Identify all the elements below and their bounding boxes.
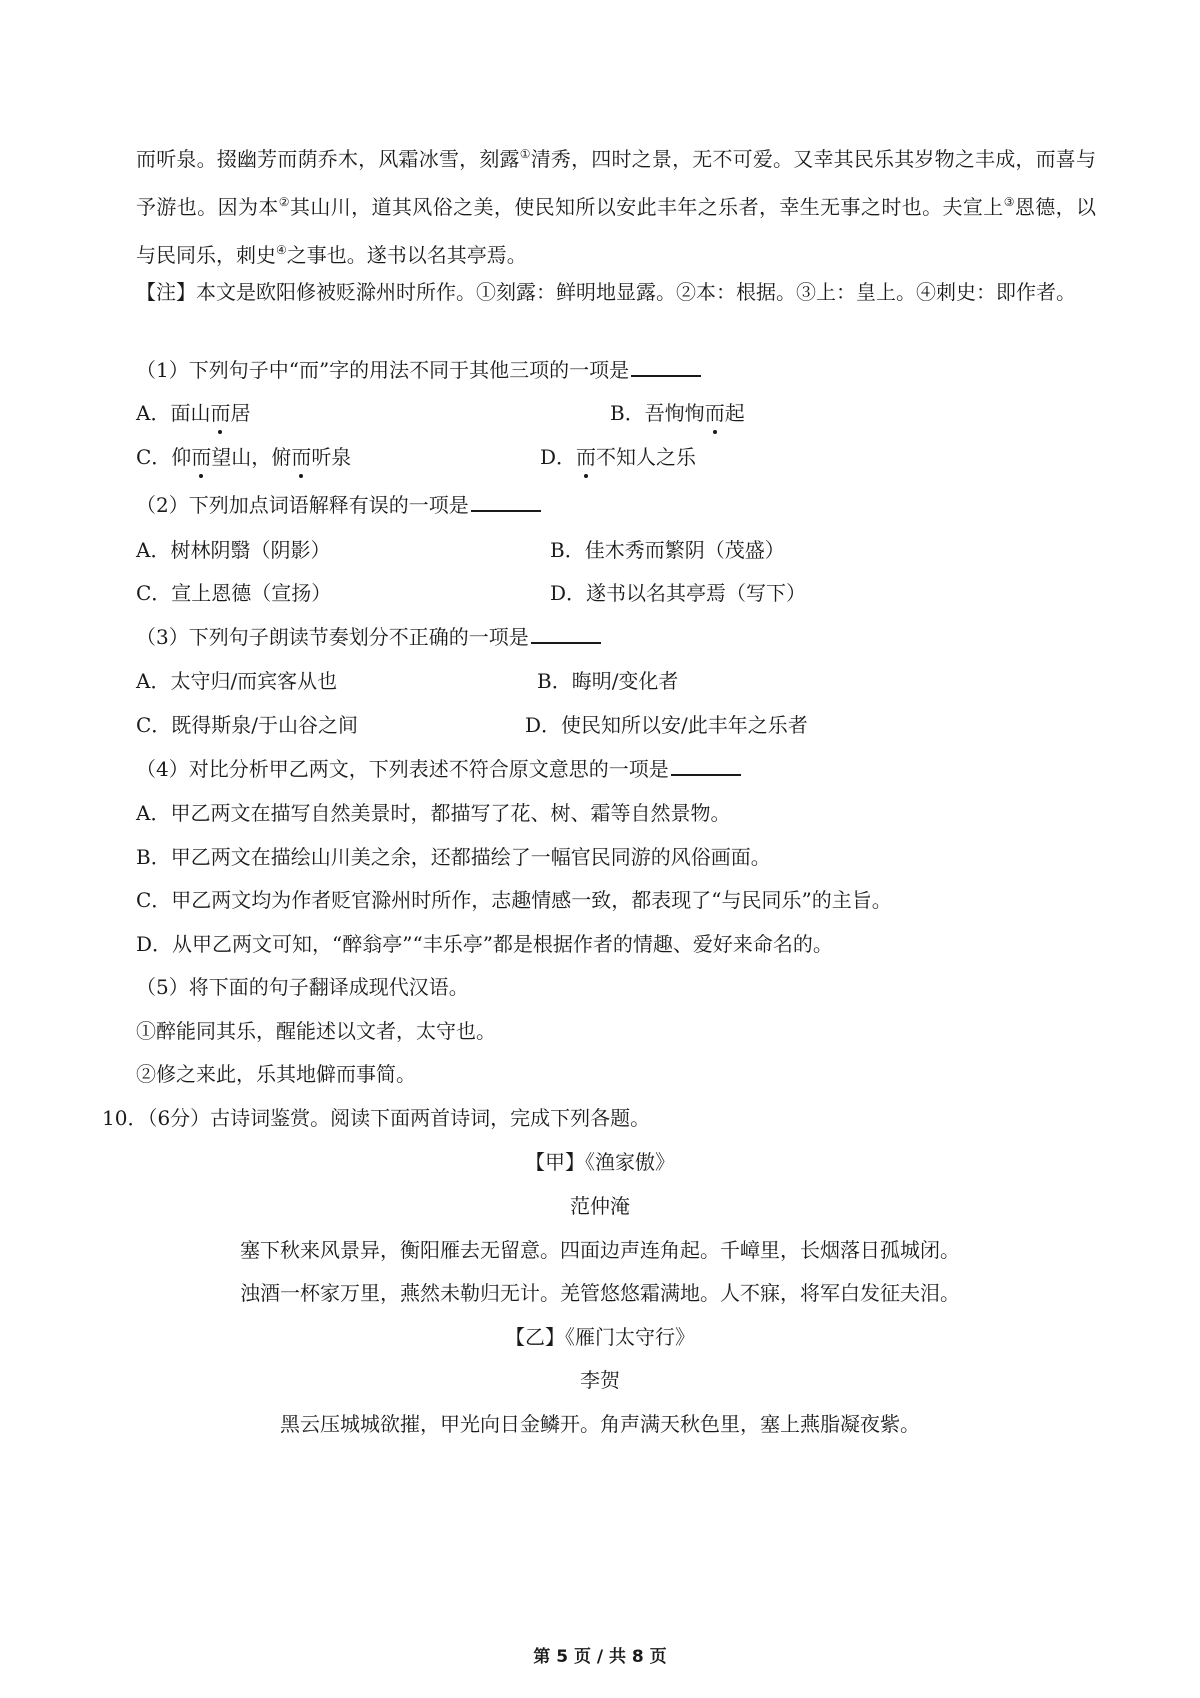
emphasis-dot-char: 而 bbox=[291, 445, 312, 469]
question-text: （1）下列句子中“而”字的用法不同于其他三项的一项是 bbox=[136, 358, 630, 382]
poem-1-author: 范仲淹 bbox=[570, 1194, 630, 1218]
poem-1-line-1: 塞下秋来风景异，衡阳雁去无留意。四面边声连角起。千嶂里，长烟落日孤城闭。 bbox=[240, 1238, 960, 1262]
q1-option-a: A．面山而居 bbox=[136, 401, 251, 425]
footnote-mark: ③ bbox=[1003, 195, 1015, 209]
q3-option-d: D．使民知所以安/此丰年之乐者 bbox=[525, 713, 808, 737]
q1-option-b: B．吾恂恂而起 bbox=[610, 401, 745, 425]
question-1-stem bbox=[136, 355, 701, 385]
question-text: （4）对比分析甲乙两文，下列表述不符合原文意思的一项是 bbox=[136, 757, 669, 781]
q5-sentence-1: ①醉能同其乐，醒能述以文者，太守也。 bbox=[136, 1019, 496, 1043]
q4-option-d: D．从甲乙两文可知，“醉翁亭”“丰乐亭”都是根据作者的情趣、爱好来命名的。 bbox=[136, 932, 833, 956]
passage-text: 其山川，道其风俗之美，使民知所以安此丰年之乐者，幸生无事之时也。夫宣上 bbox=[289, 195, 1004, 219]
q4-option-c: C．甲乙两文均为作者贬官滁州时所作，志趣情感一致，都表现了“与民同乐”的主旨。 bbox=[136, 888, 892, 912]
footnote-mark: ④ bbox=[276, 243, 287, 257]
emphasis-dot-char: 而 bbox=[704, 401, 725, 425]
q1-option-c: C．仰而望山，俯而听泉 bbox=[136, 445, 352, 469]
emphasis-dot-char: 而 bbox=[576, 445, 597, 469]
emphasis-dot-char: 而 bbox=[191, 445, 212, 469]
poem-2-line-1: 黑云压城城欲摧，甲光向日金鳞开。角声满天秋色里，塞上燕脂凝夜紫。 bbox=[280, 1412, 920, 1436]
passage-text: 恩德，以与民同乐，刺史 bbox=[136, 195, 1097, 267]
q2-option-b: B．佳木秀而繁阴（茂盛） bbox=[550, 538, 785, 562]
answer-blank[interactable] bbox=[471, 490, 541, 512]
q2-option-c: C．宣上恩德（宣扬） bbox=[136, 581, 332, 605]
q3-option-b: B．晦明/变化者 bbox=[537, 669, 679, 693]
question-10-stem: 10．（6分）古诗词鉴赏。阅读下面两首诗词，完成下列各题。 bbox=[102, 1106, 651, 1130]
question-text: （2）下列加点词语解释有误的一项是 bbox=[136, 493, 469, 517]
question-3-stem bbox=[136, 622, 601, 652]
emphasis-dot-char: 而 bbox=[210, 401, 231, 425]
question-5-stem: （5）将下面的句子翻译成现代汉语。 bbox=[136, 975, 469, 999]
passage-text: 之事也。遂书以名其亭焉。 bbox=[286, 243, 527, 267]
passage-text: 而听泉。掇幽芳而荫乔木，风霜冰雪，刻露 bbox=[136, 147, 520, 171]
answer-blank[interactable] bbox=[671, 754, 741, 776]
poem-1-title: 【甲】《渔家傲》 bbox=[525, 1150, 675, 1174]
page-footer: 第 5 页 / 共 8 页 bbox=[533, 1647, 667, 1667]
poem-2-author: 李贺 bbox=[580, 1368, 620, 1392]
question-2-stem bbox=[136, 490, 541, 520]
q5-sentence-2: ②修之来此，乐其地僻而事简。 bbox=[136, 1062, 416, 1086]
passage-paragraph bbox=[136, 135, 1096, 279]
q3-option-a: A．太守归/而宾客从也 bbox=[136, 669, 338, 693]
poem-1-line-2: 浊酒一杯家万里，燕然未勒归无计。羌管悠悠霜满地。人不寐，将军白发征夫泪。 bbox=[240, 1281, 960, 1305]
answer-blank[interactable] bbox=[631, 355, 701, 377]
q1-option-d: D．而不知人之乐 bbox=[540, 445, 697, 469]
q2-option-a: A．树林阴翳（阴影） bbox=[136, 538, 331, 562]
passage-text: 清秀，四时之景，无不可爱。又幸其民乐其岁物之丰成，而喜与予游也。因为本 bbox=[136, 147, 1097, 219]
q4-option-b: B．甲乙两文在描绘山川美之余，还都描绘了一幅官民同游的风俗画面。 bbox=[136, 845, 771, 869]
annotation-note: 【注】本文是欧阳修被贬滁州时所作。①刻露：鲜明地显露。②本：根据。③上：皇上。④刺史：即作者。 bbox=[136, 280, 1076, 304]
poem-2-title: 【乙】《雁门太守行》 bbox=[505, 1325, 695, 1349]
q3-option-c: C．既得斯泉/于山谷之间 bbox=[136, 713, 359, 737]
answer-blank[interactable] bbox=[531, 622, 601, 644]
footnote-mark: ② bbox=[278, 195, 290, 209]
question-4-stem bbox=[136, 754, 741, 784]
q4-option-a: A．甲乙两文在描写自然美景时，都描写了花、树、霜等自然景物。 bbox=[136, 801, 731, 825]
footnote-mark: ① bbox=[519, 147, 531, 161]
q2-option-d: D．遂书以名其亭焉（写下） bbox=[550, 581, 807, 605]
question-text: （3）下列句子朗读节奏划分不正确的一项是 bbox=[136, 625, 529, 649]
